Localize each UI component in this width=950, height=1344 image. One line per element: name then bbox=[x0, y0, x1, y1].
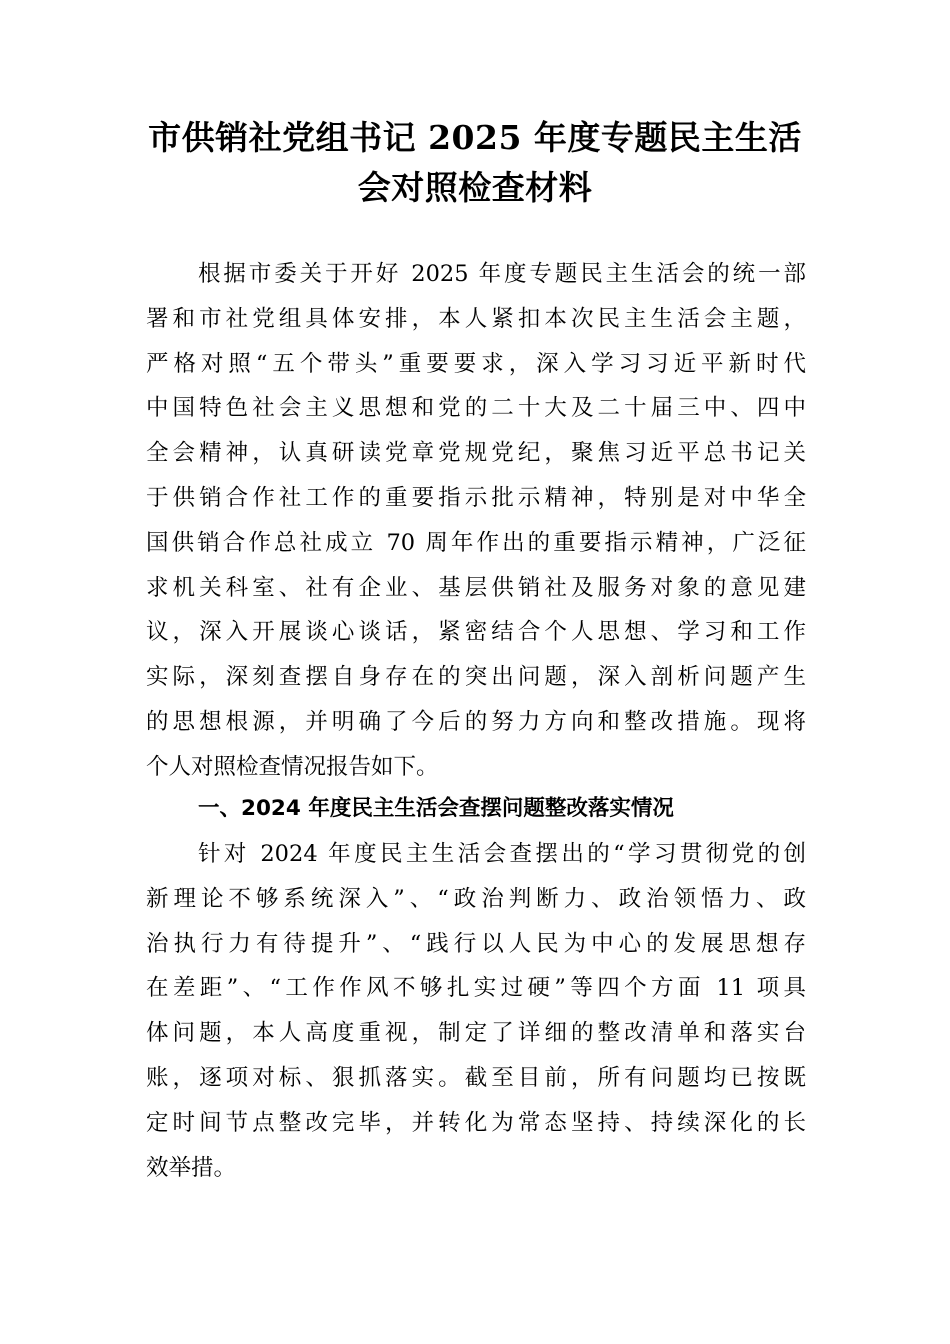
paragraph-line: 根据市委关于开好 2025 年度专题民主生活会的统一部 bbox=[198, 261, 806, 287]
paragraph-line: 于供销合作社工作的重要指示批示精神，特别是对中华全 bbox=[146, 484, 806, 511]
paragraph-line: 针对 2024 年度民主生活会查摆出的“学习贯彻党的创 bbox=[198, 841, 806, 867]
title-line: 会对照检查材料 bbox=[357, 168, 593, 207]
paragraph-intro bbox=[146, 252, 806, 790]
paragraph-line: 账，逐项对标、狠抓落实。截至目前，所有问题均已按既 bbox=[146, 1064, 806, 1091]
paragraph-line: 议，深入开展谈心谈话，紧密结合个人思想、学习和工作 bbox=[146, 619, 806, 646]
paragraph-line: 定时间节点整改完毕，并转化为常态坚持、持续深化的长 bbox=[146, 1109, 806, 1136]
paragraph-line: 严格对照“五个带头”重要要求，深入学习习近平新时代 bbox=[146, 350, 806, 377]
paragraph-line: 效举措。 bbox=[146, 1154, 237, 1181]
paragraph-line: 全会精神，认真研读党章党规党纪，聚焦习近平总书记关 bbox=[146, 440, 806, 467]
paragraph-line: 在差距”、“工作作风不够扎实过硬”等四个方面 11 项具 bbox=[146, 975, 806, 1002]
document-title bbox=[120, 113, 830, 213]
paragraph-line: 实际，深刻查摆自身存在的突出问题，深入剖析问题产生 bbox=[146, 664, 806, 691]
section-heading bbox=[146, 787, 806, 832]
paragraph-line: 的思想根源，并明确了今后的努力方向和整改措施。现将 bbox=[146, 708, 806, 735]
title-line: 市供销社党组书记 2025 年度专题民主生活 bbox=[148, 118, 802, 157]
paragraph-line: 体问题，本人高度重视，制定了详细的整改清单和落实台 bbox=[146, 1020, 806, 1047]
paragraph-rectification bbox=[146, 832, 806, 1190]
section-heading-text: 一、2024 年度民主生活会查摆问题整改落实情况 bbox=[198, 796, 674, 821]
paragraph-line: 求机关科室、社有企业、基层供销社及服务对象的意见建 bbox=[146, 574, 806, 601]
paragraph-line: 中国特色社会主义思想和党的二十大及二十届三中、四中 bbox=[146, 395, 806, 422]
paragraph-line: 署和市社党组具体安排，本人紧扣本次民主生活会主题， bbox=[146, 305, 806, 332]
paragraph-line: 治执行力有待提升”、“践行以人民为中心的发展思想存 bbox=[146, 930, 806, 957]
paragraph-line: 新理论不够系统深入”、“政治判断力、政治领悟力、政 bbox=[146, 885, 806, 912]
paragraph-line: 国供销合作总社成立 70 周年作出的重要指示精神，广泛征 bbox=[146, 529, 806, 556]
paragraph-line: 个人对照检查情况报告如下。 bbox=[146, 753, 439, 780]
